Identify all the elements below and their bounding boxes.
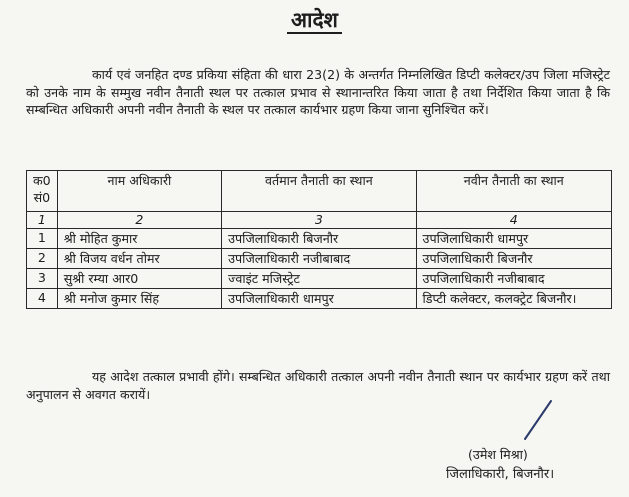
serial-cell: 3 [27,269,58,289]
order-title-text: आदेश [287,8,342,34]
signature-mark [518,398,558,444]
serial-cell: 4 [27,289,58,309]
col-header-serial: क0 सं0 [27,171,58,212]
index-cell: 3 [222,212,416,229]
new-posting-cell: उपजिलाधिकारी बिजनौर [416,249,611,269]
index-cell: 1 [27,212,58,229]
compliance-paragraph: यह आदेश तत्काल प्रभावी होंगे। सम्बन्धित अधिकारी तत्काल अपनी नवीन तैनाती स्थान पर कार्यभार ग्रहण करें तथा अनुपालन से अवगत करायें। [26,369,610,402]
officer-name-cell: श्री मोहित कुमार [57,229,221,249]
index-cell: 2 [57,212,221,229]
new-posting-cell: डिप्टी कलेक्टर, कलक्ट्रेट बिजनौर। [416,289,611,309]
order-title [0,6,629,34]
current-posting-cell: उपजिलाधिकारी बिजनौर [222,229,416,249]
signatory-name: (उमेश मिश्रा) [468,447,528,462]
current-posting-cell: ज्वाइंट मजिस्ट्रेट [222,269,416,289]
current-posting-cell: उपजिलाधिकारी धामपुर [222,289,416,309]
signatory-designation: जिलाधिकारी, बिजनौर। [446,467,555,482]
current-posting-cell: उपजिलाधिकारी नजीबाबाद [222,249,416,269]
table-row [27,289,612,309]
new-posting-cell: उपजिलाधिकारी नजीबाबाद [416,269,611,289]
col-header-officer-name: नाम अधिकारी [57,171,221,212]
table-header-row [27,171,612,212]
col-header-current-posting: वर्तमान तैनाती का स्थान [222,171,416,212]
officer-name-cell: श्री मनोज कुमार सिंह [57,289,221,309]
table-row [27,249,612,269]
officer-name-cell: सुश्री रम्या आर0 [57,269,221,289]
table-index-row [27,212,612,229]
index-cell: 4 [416,212,611,229]
officer-name-cell: श्री विजय वर्धन तोमर [57,249,221,269]
serial-cell: 2 [27,249,58,269]
table-row [27,269,612,289]
transfer-table [26,170,612,309]
order-body-paragraph: कार्य एवं जनहित दण्ड प्रकिया संहिता की धारा 23(2) के अन्तर्गत निम्नलिखित डिप्टी कलेक्टर/उप जिला मजिस्ट्रेट को उनके नाम के सम्मुख नवीन तैनाती स्थल पर तत्काल प्रभाव से स्थानान्तरित किया जाता है तथा निर्देशित किया जाता है कि सम्बन्धित अधिकारी अपनी नवीन तैनाती के स्थल पर तत्काल कार्यभार ग्रहण किया जाना सुनिश्चित करें। [26,67,610,117]
serial-cell: 1 [27,229,58,249]
new-posting-cell: उपजिलाधिकारी धामपुर [416,229,611,249]
table-row [27,229,612,249]
col-header-new-posting: नवीन तैनाती का स्थान [416,171,611,212]
